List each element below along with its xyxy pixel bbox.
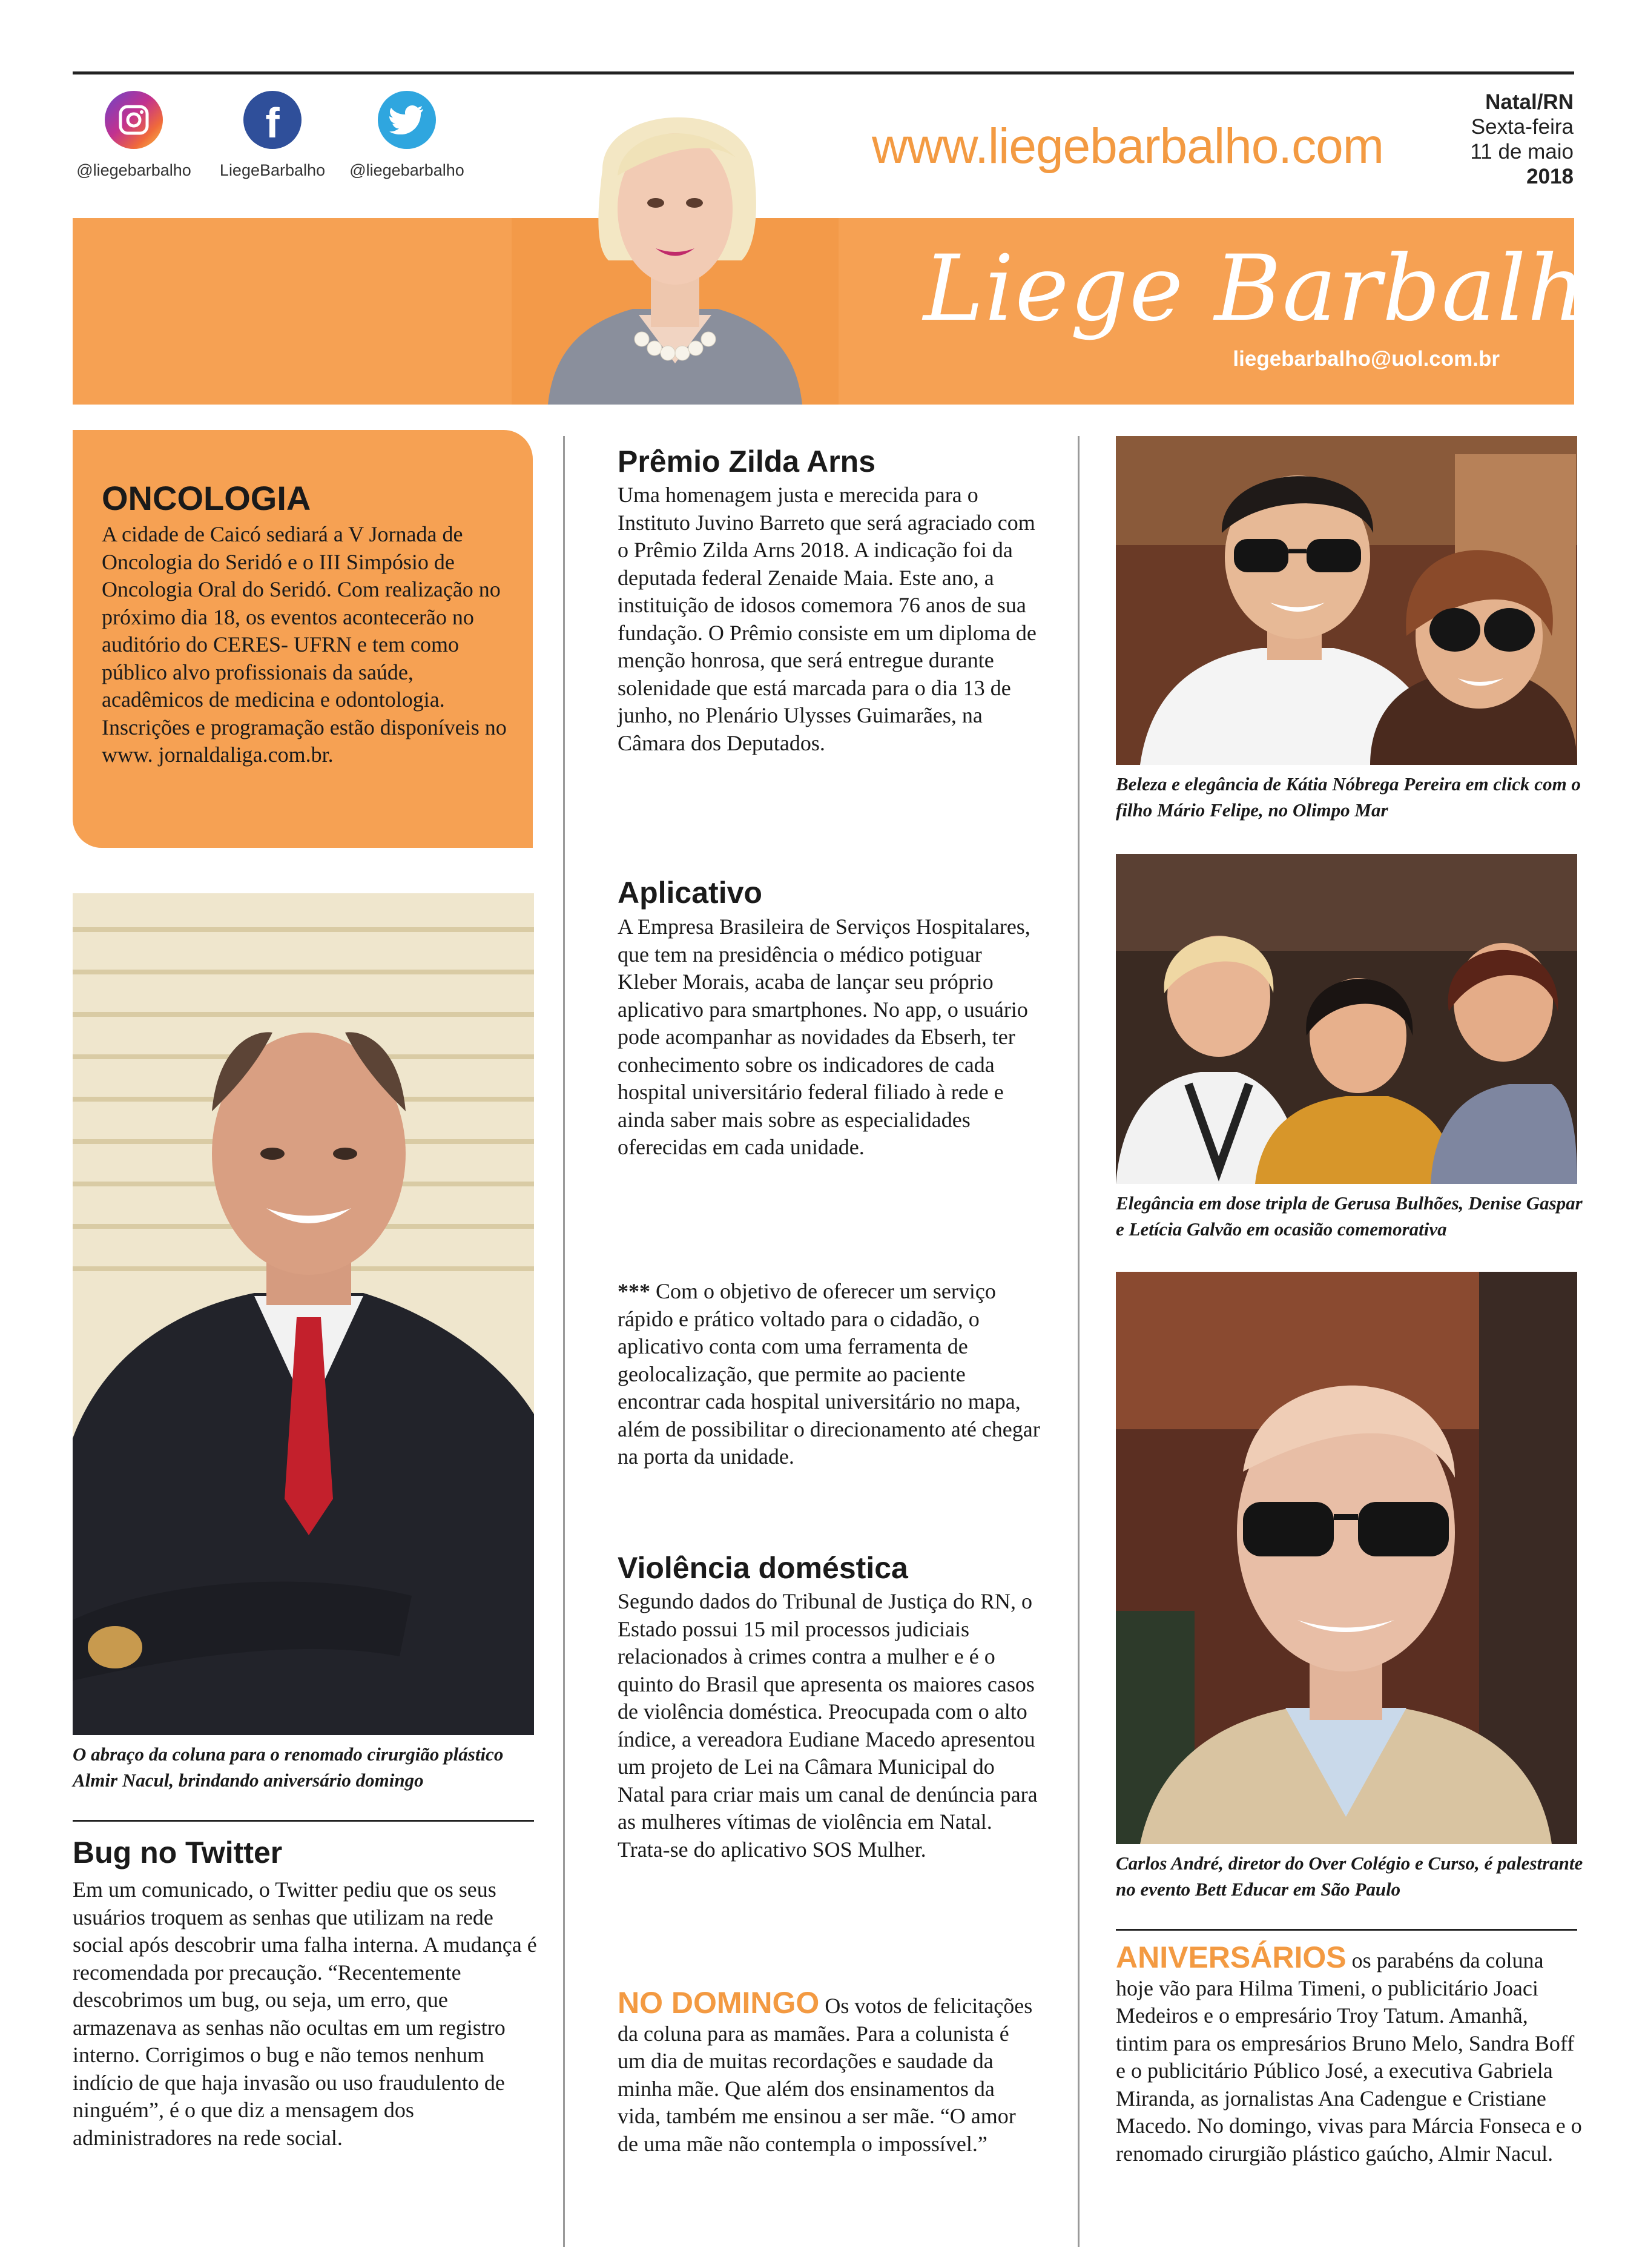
domingo-lead: NO DOMINGO bbox=[618, 1986, 820, 2020]
aniversarios-lead: ANIVERSÁRIOS bbox=[1116, 1940, 1347, 1974]
oncologia-title: ONCOLOGIA bbox=[102, 479, 311, 517]
section-rule bbox=[73, 1820, 534, 1822]
dateline bbox=[1470, 90, 1574, 189]
aniversarios-paragraph bbox=[1116, 1940, 1582, 2167]
columnist-email[interactable]: liegebarbalho@uol.com.br bbox=[1233, 347, 1500, 371]
columnist-name: Liege Barbalho bbox=[923, 236, 1643, 342]
photo-carlos-andre bbox=[1116, 1272, 1577, 1844]
violencia-title: Violência doméstica bbox=[618, 1551, 908, 1585]
top-rule bbox=[73, 71, 1574, 74]
year: 2018 bbox=[1526, 165, 1574, 188]
twitter-link[interactable] bbox=[343, 91, 470, 180]
photo-almir-nacul bbox=[73, 893, 534, 1735]
facebook-link[interactable] bbox=[209, 91, 336, 180]
oncologia-text: A cidade de Caicó sediará a V Jornada de Oncologia do Seridó e o III Simpósio de Oncologia Oral do Seridó. Com realização no próximo dia 18, os eventos acontecerão no auditório do CERES- UFRN e tem como público alvo profissionais da saúde, acadêmicos de medicina e odontologia. Inscrições e programação estão disponíveis no www. jornaldaliga.com.br. bbox=[102, 522, 507, 767]
facebook-icon: f bbox=[243, 91, 302, 149]
twitter-handle: @liegebarbalho bbox=[349, 161, 464, 179]
instagram-icon bbox=[105, 91, 163, 149]
photo-katia-mario bbox=[1116, 436, 1577, 765]
weekday: Sexta-feira bbox=[1471, 115, 1574, 139]
aplicativo-title: Aplicativo bbox=[618, 876, 762, 910]
aplicativo-text-1: A Empresa Brasileira de Serviços Hospitalares, que tem na presidência o médico potiguar Kleber Morais, acaba de lançar seu próprio aplicativo para smartphones. No app, o usuário pode acompanhar as novidades da Ebserh, ter conhecimento sobre os indicadores de cada hospital universitário federal filiado à rede e ainda saber mais sobre as especialidades oferecidas em cada unidade. bbox=[618, 914, 1030, 1159]
facebook-handle: LiegeBarbalho bbox=[219, 161, 326, 179]
column-divider-left bbox=[563, 436, 565, 2247]
domingo-paragraph bbox=[618, 1986, 1041, 2158]
city: Natal/RN bbox=[1485, 90, 1574, 114]
photo-three-women bbox=[1116, 854, 1577, 1184]
instagram-handle: @liegebarbalho bbox=[76, 161, 191, 179]
website-link[interactable]: www.liegebarbalho.com bbox=[872, 119, 1384, 174]
domingo-text: Os votos de felicitações da coluna para as mamães. Para a colunista é um dia de muitas recordações e saudade da minha mãe. Que além dos ensinamentos da vida, também me ensinou a ser mãe. “O amor de uma mãe não contempla o impossível.” bbox=[618, 1994, 1033, 2156]
premio-title: Prêmio Zilda Arns bbox=[618, 445, 876, 478]
section-rule-right bbox=[1116, 1929, 1577, 1931]
bug-twitter-title: Bug no Twitter bbox=[73, 1836, 283, 1870]
aniversarios-text: os parabéns da coluna hoje vão para Hilma Timeni, o publicitário Joaci Medeiros e o empresário Troy Tatum. Amanhã, tintim para os empresários Bruno Melo, Sandra Boff e o publicitário Público José, a executiva Gabriela Miranda, as jornalistas Ana Cadengue e Cristiane Macedo. No domingo, vivas para Márcia Fonseca e o renomado cirurgião plástico gaúcho, Almir Nacul. bbox=[1116, 1948, 1582, 2166]
photo3-caption: Elegância em dose tripla de Gerusa Bulhões, Denise Gaspar e Letícia Galvão em ocasião comemorativa bbox=[1116, 1192, 1583, 1240]
separator-stars: *** bbox=[618, 1279, 650, 1303]
photo2-caption: Beleza e elegância de Kátia Nóbrega Pereira em click com o filho Mário Felipe, no Olimpo Mar bbox=[1116, 773, 1581, 821]
column-divider-right bbox=[1078, 436, 1080, 2247]
violencia-text: Segundo dados do Tribunal de Justiça do RN, o Estado possui 15 mil processos judiciais relacionados à crimes contra a mulher e é o quinto do Brasil que apresenta os maiores casos de violência doméstica. Preocupada com o alto índice, a vereadora Eudiane Macedo apresentou um projeto de Lei na Câmara Municipal do Natal para criar mais um canal de denúncia para as mulheres vítimas de violência em Natal. Trata-se do aplicativo SOS Mulher. bbox=[618, 1589, 1038, 1862]
bug-twitter-text: Em um comunicado, o Twitter pediu que os seus usuários troquem as senhas que utilizam na rede social após descobrir uma falha interna. A mudança é recomendada por precaução. “Recentemente descobrimos um bug, ou seja, um erro, que armazenava as senhas não ocultas em um registro interno. Corrigimos o bug e não temos nenhum indício de que haja invasão ou uso fraudulento de ninguém”, é o que diz a mensagem dos administradores na rede social. bbox=[73, 1877, 537, 2150]
instagram-link[interactable] bbox=[70, 91, 197, 180]
photo1-caption: O abraço da coluna para o renomado cirurgião plástico Almir Nacul, brindando aniversário domingo bbox=[73, 1744, 504, 1791]
columnist-portrait bbox=[512, 79, 839, 405]
aplicativo-text-2 bbox=[618, 1278, 1041, 1471]
photo4-caption: Carlos André, diretor do Over Colégio e Curso, é palestrante no evento Bett Educar em São Paulo bbox=[1116, 1853, 1583, 1900]
premio-text: Uma homenagem justa e merecida para o Instituto Juvino Barreto que será agraciado com o Prêmio Zilda Arns 2018. A indicação foi da deputada federal Zenaide Maia. Este ano, a instituição de idosos comemora 76 anos de sua fundação. O Prêmio consiste em um diploma de menção honrosa, que será entregue durante solenidade que está marcada para o dia 13 de junho, no Plenário Ulysses Guimarães, na Câmara dos Deputados. bbox=[618, 483, 1037, 755]
twitter-icon bbox=[378, 91, 436, 149]
aplicativo-text-2-body: Com o objetivo de oferecer um serviço rápido e prático voltado para o cidadão, o aplicativo conta com uma ferramenta de geolocalização, que permite ao paciente encontrar cada hospital universitário no mapa, além de possibilitar o direcionamento até chegar na porta da unidade. bbox=[618, 1279, 1040, 1469]
day-month: 11 de maio bbox=[1470, 140, 1574, 164]
